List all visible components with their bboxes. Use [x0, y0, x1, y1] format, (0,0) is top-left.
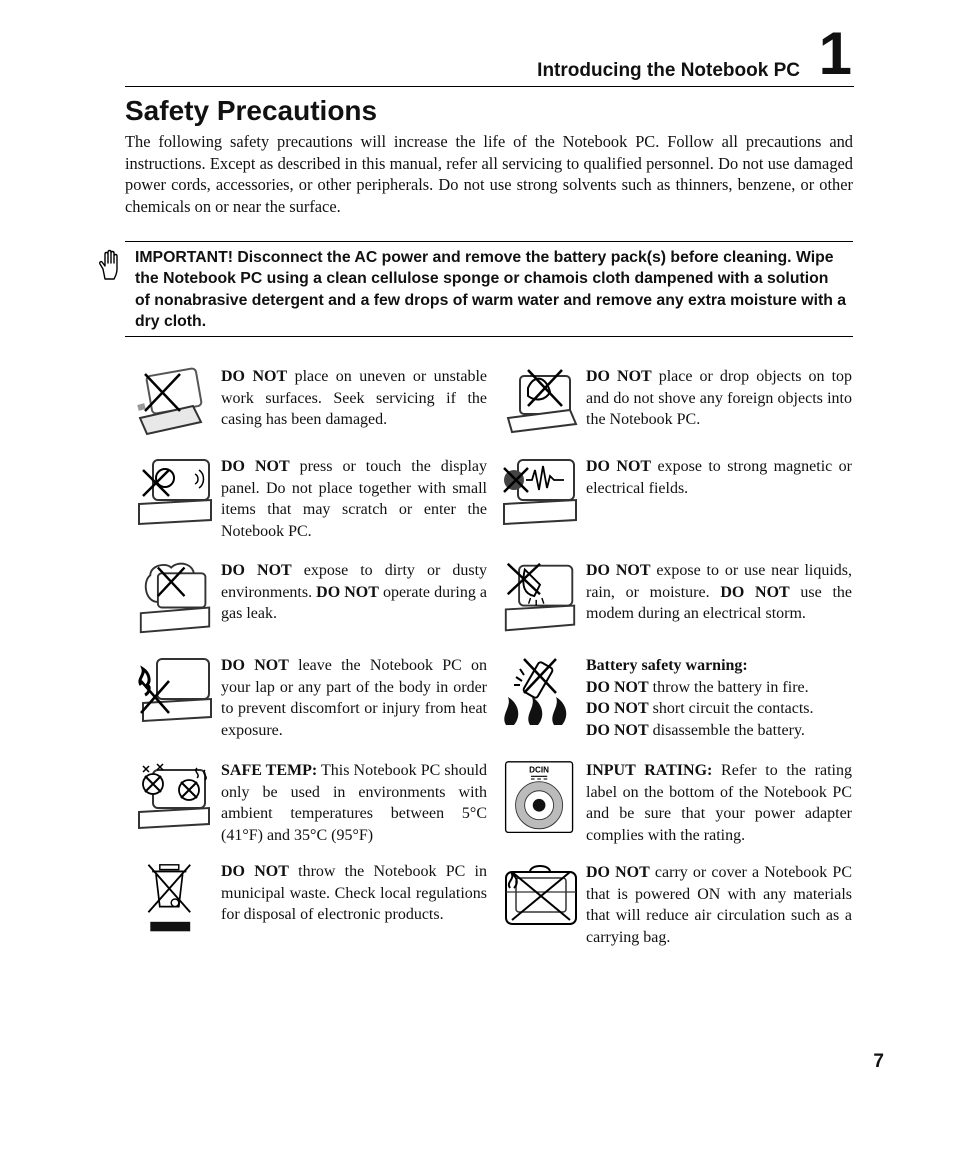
battery-line: DO NOT disassemble the battery. [586, 721, 805, 739]
intro-paragraph: The following safety precautions will increase the life of the Notebook PC. Follow all precautions and instructions. Except as described in this manual, refer all servicing to qualified personnel. Do not use damaged power cords, accessories, or other peripherals. Do not use strong solvents such as thinners, benzene, or other chemicals on or near the surface. [125, 132, 853, 216]
dusty-environment-icon [135, 560, 215, 636]
chapter-number: 1 [818, 20, 852, 87]
battery-line: DO NOT short circuit the contacts. [586, 700, 814, 717]
hand-icon [97, 249, 123, 281]
safe-temp-icon [135, 760, 215, 836]
precaution-text: DO NOT expose to dirty or dusty environments. DO NOT operate during a gas leak. [221, 562, 488, 622]
battery-warning-text [586, 655, 852, 741]
uneven-surface-icon [135, 366, 215, 442]
battery-warning-heading: Battery safety warning: [586, 657, 748, 674]
chapter-title: Introducing the Notebook PC [537, 60, 800, 81]
drop-objects-icon [500, 366, 580, 442]
crossed-bin-icon [135, 861, 215, 937]
important-notice [125, 241, 853, 337]
precaution-text: INPUT RATING: Refer to the rating label on the bottom of the Notebook PC and be sure that your power adapter complies with the rating. [586, 762, 852, 844]
precaution-text: DO NOT throw the Notebook PC in municipal waste. Check local regulations for disposal of electronic products. [221, 863, 488, 923]
precaution-text: DO NOT press or touch the display panel. Do not place together with small items that may scratch or enter the Notebook PC. [221, 458, 487, 540]
important-text: IMPORTANT! Disconnect the AC power and remove the battery pack(s) before cleaning. Wipe the Notebook PC using a clean cellulose sponge or chamois cloth dampened with a solution of nonabrasive detergent and a few drops of warm water and remove any extra moisture with a dry cloth. [135, 249, 847, 330]
lap-heat-icon [135, 655, 215, 731]
precaution-text: DO NOT place or drop objects on top and do not shove any foreign objects into the Notebook PC. [586, 368, 853, 428]
precaution-text: DO NOT carry or cover a Notebook PC that is powered ON with any materials that will reduce air circulation such as a carrying bag. [586, 864, 852, 946]
battery-line: DO NOT throw the battery in fire. [586, 678, 809, 696]
precaution-text: DO NOT place on uneven or unstable work surfaces. Seek servicing if the casing has been damaged. [221, 368, 487, 428]
dcin-label: DCIN [529, 765, 550, 775]
liquids-icon [500, 560, 580, 636]
page-number: 7 [873, 1051, 884, 1072]
magnetic-field-icon [500, 456, 580, 532]
carrying-bag-icon [500, 862, 580, 938]
chapter-header [125, 20, 854, 87]
precaution-text: SAFE TEMP: This Notebook PC should only be used in environments with ambient temperatures between 5°C (41°F) and 35°C (95°F) [221, 762, 488, 844]
precaution-text: DO NOT leave the Notebook PC on your lap or any part of the body in order to prevent discomfort or injury from heat exposure. [221, 657, 488, 739]
page-title: Safety Precautions [125, 95, 378, 126]
touch-display-icon [135, 456, 215, 532]
dcin-rating-icon [500, 760, 580, 836]
precaution-text: DO NOT expose to strong magnetic or electrical fields. [586, 458, 853, 497]
battery-warning-icon [500, 655, 580, 731]
precaution-text: DO NOT expose to or use near liquids, rain, or moisture. DO NOT use the modem during an electrical storm. [586, 562, 853, 622]
